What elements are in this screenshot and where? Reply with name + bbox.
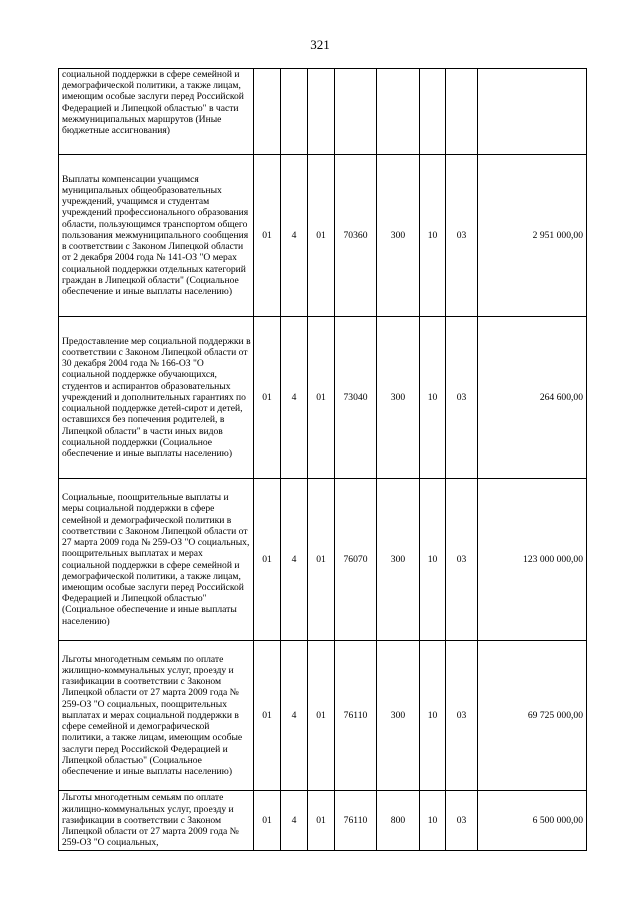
cell-code-1: 01 (254, 155, 281, 317)
cell-code-7 (446, 69, 478, 155)
cell-code-2: 4 (281, 479, 308, 641)
cell-code-6: 10 (420, 317, 446, 479)
cell-code-6: 10 (420, 155, 446, 317)
cell-code-5: 800 (377, 791, 420, 851)
cell-code-1: 01 (254, 791, 281, 851)
page-number: 321 (310, 37, 330, 52)
cell-code-5: 300 (377, 155, 420, 317)
cell-code-7: 03 (446, 155, 478, 317)
table-row (59, 317, 587, 479)
cell-code-4: 73040 (335, 317, 377, 479)
cell-amount: 123 000 000,00 (478, 479, 587, 641)
cell-code-6 (420, 69, 446, 155)
cell-code-2 (281, 69, 308, 155)
cell-code-4 (335, 69, 377, 155)
cell-code-3: 01 (308, 641, 335, 791)
budget-table (58, 68, 587, 851)
row-description: Льготы многодетным семьям по оплате жилищно-коммунальных услуг, проезду и газификации в соответствии с Законом Липецкой области от 27 марта 2009 года № 259-ОЗ "О социальных, поощрительных выплатах и мерах социальной поддержки в сфере семейной и демографической политики, а также лицам, имеющим особые заслуги перед Российской Федерацией и Липецкой областью" (Социальное обеспечение и иные выплаты населению) (59, 641, 254, 791)
cell-code-1: 01 (254, 641, 281, 791)
table-row (59, 69, 587, 155)
cell-code-2: 4 (281, 791, 308, 851)
cell-amount: 2 951 000,00 (478, 155, 587, 317)
cell-code-7: 03 (446, 641, 478, 791)
cell-code-5: 300 (377, 479, 420, 641)
cell-code-3: 01 (308, 479, 335, 641)
cell-amount (478, 69, 587, 155)
cell-amount: 264 600,00 (478, 317, 587, 479)
table-row (59, 155, 587, 317)
table-row (59, 641, 587, 791)
cell-code-3 (308, 69, 335, 155)
row-description: Льготы многодетным семьям по оплате жилищно-коммунальных услуг, проезду и газификации в соответствии с Законом Липецкой области от 27 марта 2009 года № 259-ОЗ "О социальных, (59, 791, 254, 851)
cell-code-7: 03 (446, 791, 478, 851)
cell-amount: 69 725 000,00 (478, 641, 587, 791)
cell-code-3: 01 (308, 155, 335, 317)
cell-code-7: 03 (446, 317, 478, 479)
cell-code-3: 01 (308, 317, 335, 479)
cell-code-4: 70360 (335, 155, 377, 317)
table-row (59, 479, 587, 641)
cell-code-6: 10 (420, 641, 446, 791)
cell-amount: 6 500 000,00 (478, 791, 587, 851)
cell-code-1: 01 (254, 479, 281, 641)
cell-code-4: 76070 (335, 479, 377, 641)
cell-code-7: 03 (446, 479, 478, 641)
cell-code-3: 01 (308, 791, 335, 851)
cell-code-4: 76110 (335, 791, 377, 851)
cell-code-5: 300 (377, 641, 420, 791)
cell-code-2: 4 (281, 641, 308, 791)
cell-code-5 (377, 69, 420, 155)
cell-code-6: 10 (420, 791, 446, 851)
cell-code-2: 4 (281, 317, 308, 479)
cell-code-1 (254, 69, 281, 155)
cell-code-6: 10 (420, 479, 446, 641)
row-description: Социальные, поощрительные выплаты и меры социальной поддержки в сфере семейной и демографической политики в соответствии с Законом Липецкой области от 27 марта 2009 года № 259-ОЗ "О социальных, поощрительных выплатах и мерах социальной поддержки в сфере семейной и демографической политики, а также лицам, имеющим особые заслуги перед Российской Федерацией и Липецкой областью" (Социальное обеспечение и иные выплаты населению) (59, 479, 254, 641)
cell-code-4: 76110 (335, 641, 377, 791)
cell-code-1: 01 (254, 317, 281, 479)
cell-code-5: 300 (377, 317, 420, 479)
row-description: Выплаты компенсации учащимся муниципальных общеобразовательных учреждений, учащимся и студентам учреждений профессионального образования области, пользующимся транспортом общего пользования межмуниципального сообщения в соответствии с Законом Липецкой области от 2 декабря 2004 года № 141-ОЗ "О мерах социальной поддержки отдельных категорий граждан в Липецкой области" (Социальное обеспечение и иные выплаты населению) (59, 155, 254, 317)
table-row (59, 791, 587, 851)
cell-code-2: 4 (281, 155, 308, 317)
row-description: Предоставление мер социальной поддержки в соответствии с Законом Липецкой области от 30 декабря 2004 года № 166-ОЗ "О социальной поддержке обучающихся, студентов и аспирантов образовательных учреждений и дополнительных гарантиях по социальной поддержке детей-сирот и детей, оставшихся без попечения родителей, в Липецкой области" в части иных видов социальной поддержки (Социальное обеспечение и иные выплаты населению) (59, 317, 254, 479)
row-description: социальной поддержки в сфере семейной и демографической политики, а также лицам, имеющим особые заслуги перед Российской Федерацией и Липецкой областью" в части межмуниципальных маршрутов (Иные бюджетные ассигнования) (59, 69, 254, 155)
